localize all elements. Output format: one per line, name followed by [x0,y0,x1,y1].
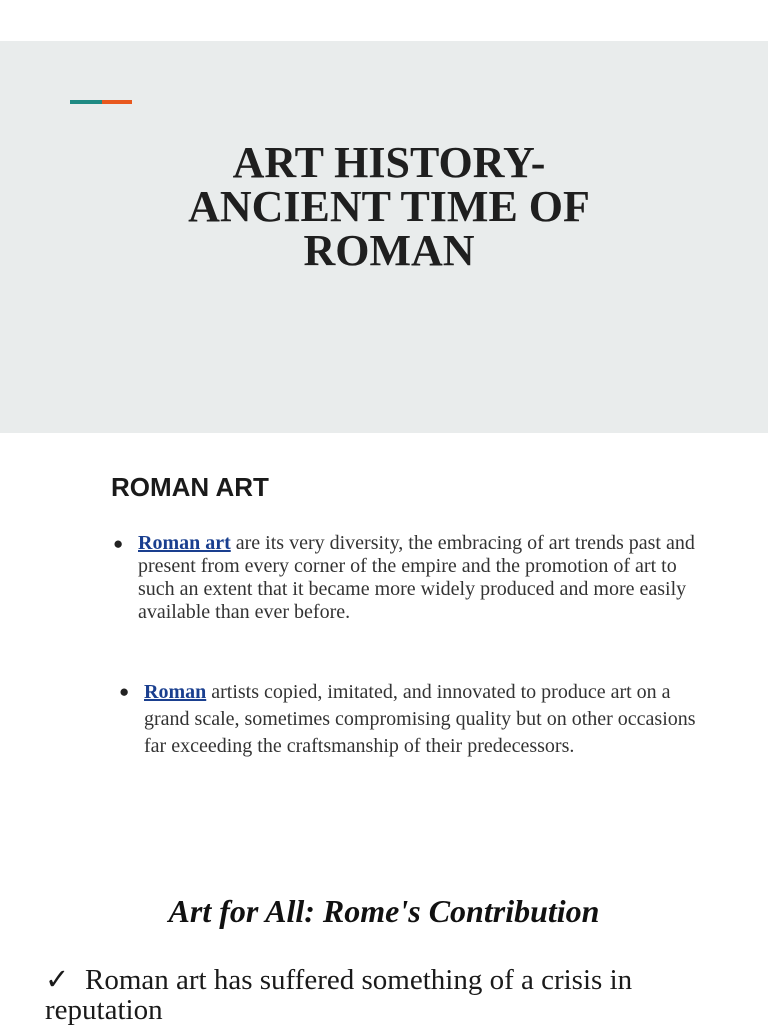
bullet-text-1 [138,532,708,624]
slide-title-line-2: ANCIENT TIME OF [188,182,590,231]
roman-link[interactable]: Roman [144,681,207,703]
roman-art-link[interactable]: Roman art [138,532,231,554]
section-heading: ROMAN ART [111,472,269,502]
accent-bar-teal [70,100,102,104]
slide-title-line-3: ROMAN [303,226,475,275]
bullet-dot-icon: ● [113,534,124,553]
title-slide [0,41,768,433]
check-item [45,965,745,1025]
slide-title [120,138,658,275]
check-item-text: Roman art has suffered something of a crisis in reputation [45,964,633,1026]
subheading: Art for All: Rome's Contribution [168,893,600,929]
bullet-body-1: are its very diversity, the embracing of art trends past and present from every corner of the empire and the promotion of art to such an extent that it became more widely produced and more easily available than ever before. [138,532,695,623]
slide-title-line-1: ART HISTORY- [232,138,546,187]
checkmark-icon: ✓ [45,964,70,996]
bullet-dot-icon: ● [119,682,130,701]
bullet-text-2 [144,679,704,760]
bullet-body-2: artists copied, imitated, and innovated to produce art on a grand scale, sometimes compromising quality but on other occasions far exceeding the craftsmanship of their predecessors. [144,681,696,757]
accent-bar-orange [102,100,132,104]
